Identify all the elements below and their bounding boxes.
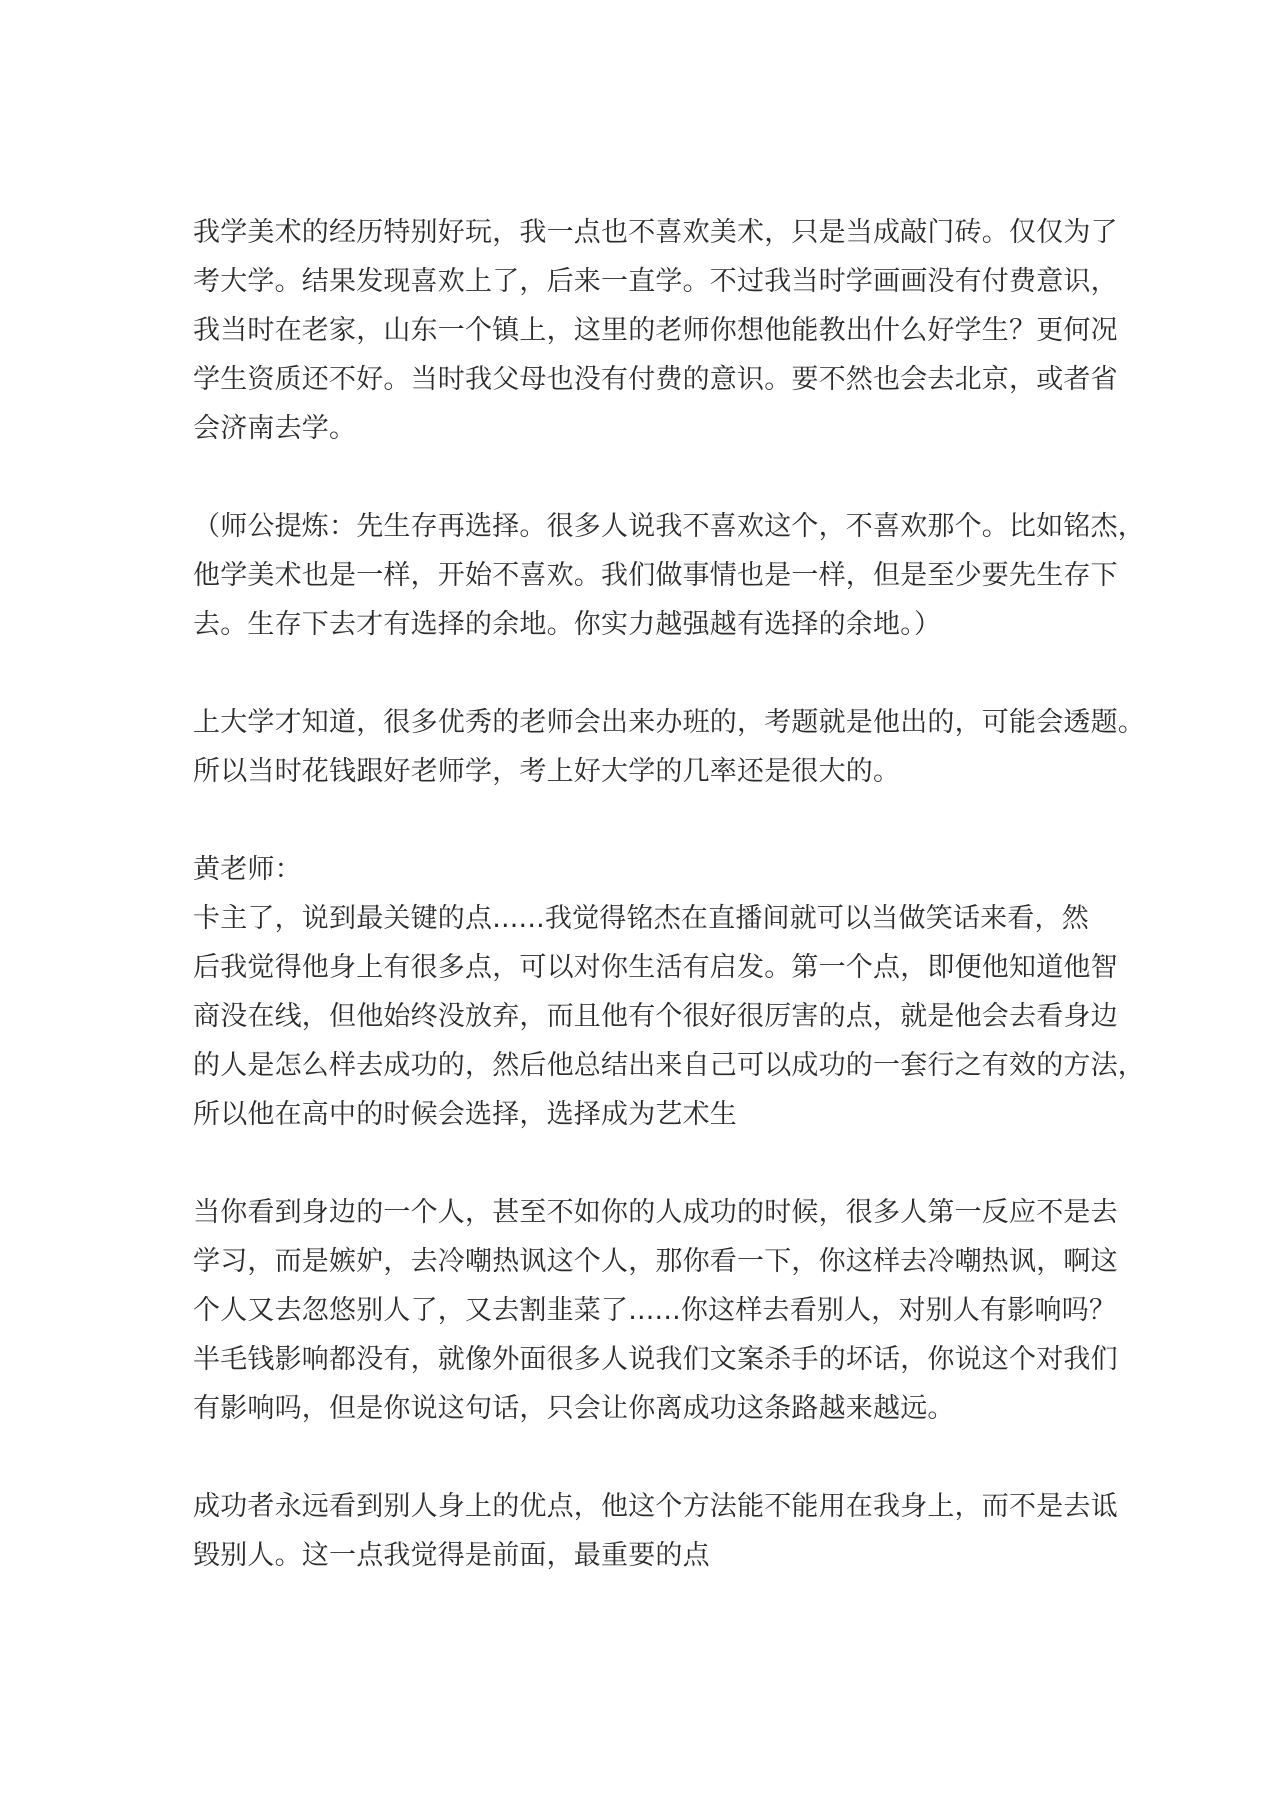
text-line: 学习，而是嫉妒，去冷嘲热讽这个人，那你看一下，你这样去冷嘲热讽，啊这 [193, 1246, 1118, 1277]
text-line: 个人又去忽悠别人了，又去割韭菜了......你这样去看别人，对别人有影响吗？ [193, 1295, 1117, 1326]
document-body [193, 208, 1145, 1580]
paragraph-university [193, 698, 1145, 796]
paragraph-art-study [193, 208, 1118, 453]
paragraph-summary-note [193, 502, 1145, 649]
text-line: 卡主了，说到最关键的点......我觉得铭杰在直播间就可以当做笑话来看，然 [193, 903, 1089, 934]
paragraph-successful-people [193, 1482, 1118, 1580]
text-line: 所以当时花钱跟好老师学，考上好大学的几率还是很大的。 [193, 756, 901, 787]
paragraph-teacher-huang [193, 845, 1145, 1139]
text-line: 考大学。结果发现喜欢上了，后来一直学。不过我当时学画画没有付费意识， [193, 266, 1118, 297]
text-line: 当你看到身边的一个人，甚至不如你的人成功的时候，很多人第一反应不是去 [193, 1197, 1118, 1228]
text-line: （师公提炼：先生存再选择。很多人说我不喜欢这个，不喜欢那个。比如铭杰， [193, 511, 1145, 542]
paragraph-spacer [193, 796, 1093, 845]
text-line: 去。生存下去才有选择的余地。你实力越强越有选择的余地。） [193, 609, 942, 640]
text-line: 所以他在高中的时候会选择，选择成为艺术生 [193, 1099, 737, 1130]
text-line: 上大学才知道，很多优秀的老师会出来办班的，考题就是他出的，可能会透题。 [193, 707, 1145, 738]
text-line: 我当时在老家，山东一个镇上，这里的老师你想他能教出什么好学生？更何况 [193, 315, 1118, 346]
paragraph-spacer [193, 649, 1093, 698]
text-line: 半毛钱影响都没有，就像外面很多人说我们文案杀手的坏话，你说这个对我们 [193, 1344, 1118, 1375]
paragraph-spacer [193, 1139, 1093, 1188]
text-line: 毁别人。这一点我觉得是前面，最重要的点 [193, 1540, 710, 1571]
text-line: 学生资质还不好。当时我父母也没有付费的意识。要不然也会去北京，或者省 [193, 364, 1118, 395]
paragraph-spacer [193, 1433, 1093, 1482]
paragraph-spacer [193, 453, 1093, 502]
speaker-label: 黄老师： [193, 854, 302, 885]
text-line: 后我觉得他身上有很多点，可以对你生活有启发。第一个点，即便他知道他智 [193, 952, 1118, 983]
text-line: 的人是怎么样去成功的，然后他总结出来自己可以成功的一套行之有效的方法， [193, 1050, 1145, 1081]
text-line: 有影响吗，但是你说这句话，只会让你离成功这条路越来越远。 [193, 1393, 955, 1424]
paragraph-envy [193, 1188, 1118, 1433]
text-line: 我学美术的经历特别好玩，我一点也不喜欢美术，只是当成敲门砖。仅仅为了 [193, 217, 1118, 248]
text-line: 成功者永远看到别人身上的优点，他这个方法能不能用在我身上，而不是去诋 [193, 1491, 1118, 1522]
text-line: 商没在线，但他始终没放弃，而且他有个很好很厉害的点，就是他会去看身边 [193, 1001, 1118, 1032]
text-line: 会济南去学。 [193, 413, 357, 444]
text-line: 他学美术也是一样，开始不喜欢。我们做事情也是一样，但是至少要先生存下 [193, 560, 1118, 591]
